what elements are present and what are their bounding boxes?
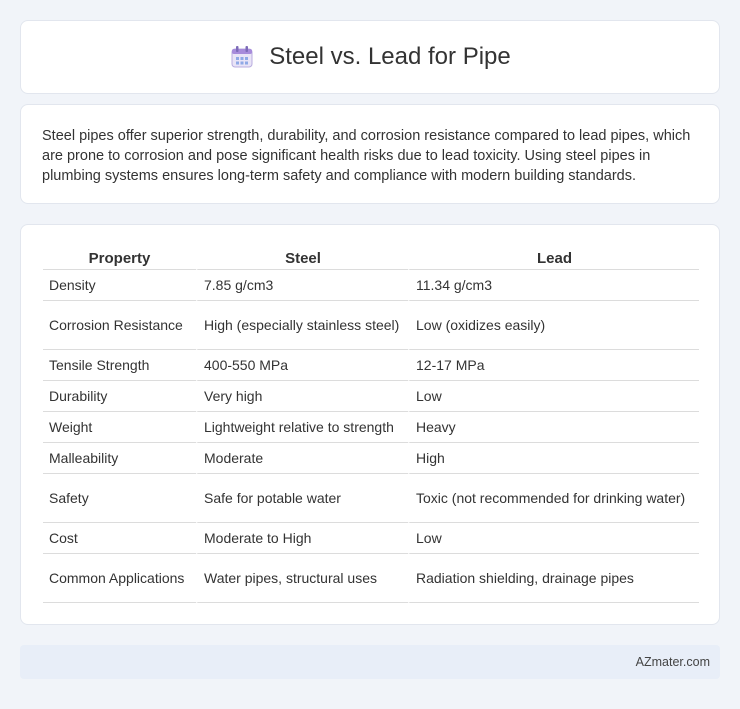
cell-property: Safety [43, 474, 196, 523]
cell-property: Cost [43, 523, 196, 554]
table-row [43, 412, 699, 443]
cell-lead: 11.34 g/cm3 [408, 270, 699, 301]
cell-lead: Low [408, 523, 699, 554]
table-row [43, 554, 699, 603]
cell-lead: Heavy [408, 412, 699, 443]
cell-steel: High (especially stainless steel) [196, 301, 408, 350]
cell-property: Weight [43, 412, 196, 443]
cell-property: Durability [43, 381, 196, 412]
cell-steel: Water pipes, structural uses [196, 554, 408, 603]
table-row [43, 270, 699, 301]
cell-lead: Toxic (not recommended for drinking water) [408, 474, 699, 523]
cell-property: Malleability [43, 443, 196, 474]
cell-lead: Radiation shielding, drainage pipes [408, 554, 699, 603]
cell-property: Density [43, 270, 196, 301]
footer [20, 645, 720, 679]
cell-steel: 400-550 MPa [196, 350, 408, 381]
cell-steel: Moderate to High [196, 523, 408, 554]
table-card [20, 224, 720, 625]
footer-source: AZmater.com [635, 655, 710, 669]
cell-lead: 12-17 MPa [408, 350, 699, 381]
table-row [43, 301, 699, 350]
cell-lead: Low (oxidizes easily) [408, 301, 699, 350]
table-row [43, 443, 699, 474]
table-row [43, 474, 699, 523]
table-header-row [43, 245, 699, 270]
cell-lead: Low [408, 381, 699, 412]
header-lead: Lead [408, 245, 699, 270]
table-row [43, 350, 699, 381]
page-title: Steel vs. Lead for Pipe [269, 43, 511, 70]
summary-text: Steel pipes offer superior strength, durability, and corrosion resistance compared to lead pipes, which are prone to corrosion and pose significant health risks due to lead toxicity. Using steel pipes in plumbing systems ensures long-term safety and compliance with modern building standards. [42, 128, 691, 184]
header-card [20, 20, 720, 94]
cell-steel: Moderate [196, 443, 408, 474]
summary-card [20, 104, 720, 204]
comparison-table [43, 245, 699, 603]
title-wrap [229, 43, 510, 71]
header-property: Property [43, 245, 196, 270]
cell-lead: High [408, 443, 699, 474]
cell-steel: Very high [196, 381, 408, 412]
cell-steel: Lightweight relative to strength [196, 412, 408, 443]
cell-property: Corrosion Resistance [43, 301, 196, 350]
cell-steel: 7.85 g/cm3 [196, 270, 408, 301]
table-row [43, 381, 699, 412]
table-row [43, 523, 699, 554]
header-steel: Steel [196, 245, 408, 270]
calendar-icon [229, 44, 255, 70]
cell-property: Tensile Strength [43, 350, 196, 381]
cell-property: Common Applications [43, 554, 196, 603]
cell-steel: Safe for potable water [196, 474, 408, 523]
